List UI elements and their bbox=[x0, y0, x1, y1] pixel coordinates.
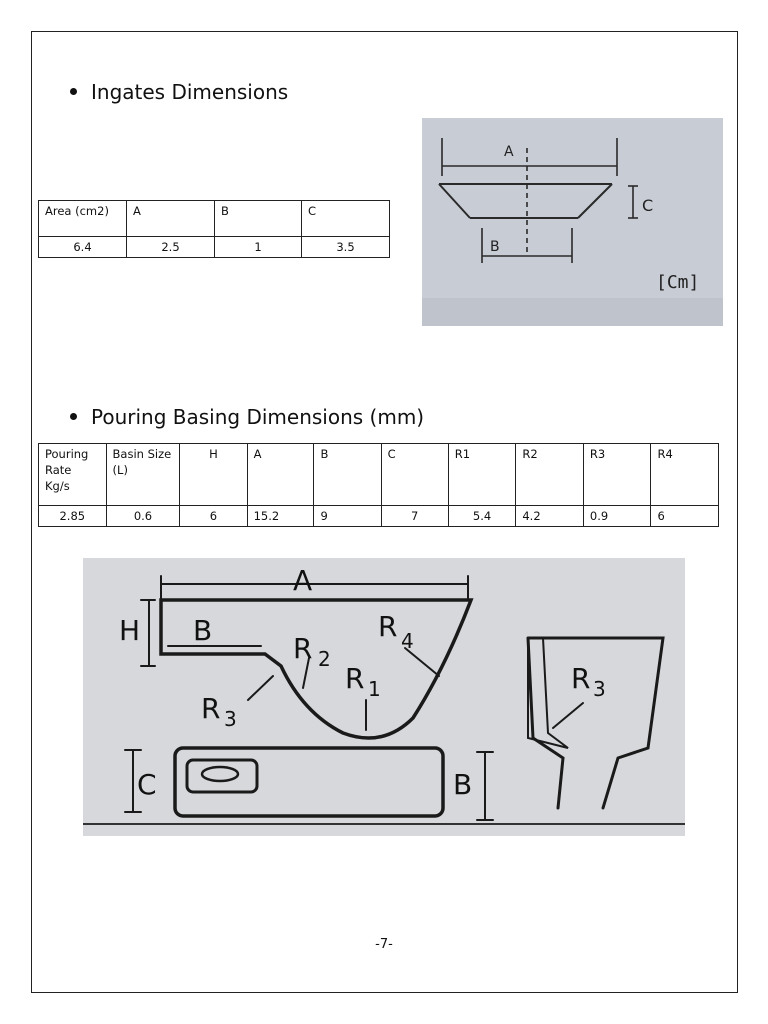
page-number: -7- bbox=[375, 937, 393, 952]
data-cell: 5.4 bbox=[448, 506, 516, 527]
data-cell: 15.2 bbox=[247, 506, 314, 527]
header-cell: R1 bbox=[448, 444, 516, 506]
header-cell: Basin Size (L) bbox=[106, 444, 180, 506]
label-b: B bbox=[490, 239, 500, 255]
label-unit: [Cm] bbox=[656, 272, 700, 293]
data-cell: 1 bbox=[215, 237, 302, 258]
label-b2: B bbox=[453, 768, 473, 801]
label-r4-sub: 4 bbox=[401, 629, 414, 653]
pouring-basin-table bbox=[38, 443, 719, 527]
data-cell: 6 bbox=[651, 506, 719, 527]
data-cell: 3.5 bbox=[302, 237, 390, 258]
ingates-table bbox=[38, 200, 390, 258]
label-r1: R bbox=[345, 662, 365, 695]
bullet-icon bbox=[70, 88, 77, 95]
header-cell: H bbox=[180, 444, 247, 506]
pouring-basin-diagram bbox=[83, 558, 685, 836]
label-h: H bbox=[119, 614, 141, 647]
header-cell: R4 bbox=[651, 444, 719, 506]
table-header-row bbox=[39, 201, 390, 237]
data-cell: 9 bbox=[314, 506, 381, 527]
data-cell: 2.5 bbox=[127, 237, 215, 258]
header-cell: C bbox=[381, 444, 448, 506]
header-cell: C bbox=[302, 201, 390, 237]
section-heading-pouring-basin bbox=[70, 405, 424, 429]
label-r3-section: R bbox=[571, 662, 591, 695]
section-title: Pouring Basing Dimensions (mm) bbox=[91, 405, 425, 429]
data-cell: 6.4 bbox=[39, 237, 127, 258]
label-a: A bbox=[293, 564, 313, 597]
table-header-row bbox=[39, 444, 719, 506]
header-cell: R2 bbox=[516, 444, 584, 506]
bullet-icon bbox=[70, 413, 77, 420]
header-cell: Pouring Rate Kg/s bbox=[39, 444, 107, 506]
data-cell: 6 bbox=[180, 506, 247, 527]
label-b: B bbox=[193, 614, 213, 647]
table-row bbox=[39, 506, 719, 527]
section-title: Ingates Dimensions bbox=[91, 80, 289, 104]
data-cell: 2.85 bbox=[39, 506, 107, 527]
header-cell: Area (cm2) bbox=[39, 201, 127, 237]
label-r3: R bbox=[201, 692, 221, 725]
ingate-diagram-photo bbox=[422, 118, 723, 326]
label-c: C bbox=[137, 768, 157, 801]
label-c: C bbox=[642, 196, 654, 215]
section-heading-ingates bbox=[70, 80, 288, 104]
header-cell: A bbox=[127, 201, 215, 237]
header-cell: A bbox=[247, 444, 314, 506]
header-cell: R3 bbox=[583, 444, 651, 506]
pouring-basin-diagram-photo bbox=[83, 558, 685, 836]
label-r4: R bbox=[378, 610, 398, 643]
label-r2-sub: 2 bbox=[318, 647, 331, 671]
data-cell: 7 bbox=[381, 506, 448, 527]
label-r3-sub: 3 bbox=[224, 707, 237, 731]
header-cell: B bbox=[215, 201, 302, 237]
header-cell: B bbox=[314, 444, 381, 506]
label-r3-section-sub: 3 bbox=[593, 677, 606, 701]
label-r1-sub: 1 bbox=[368, 677, 381, 701]
label-r2: R bbox=[293, 632, 313, 665]
data-cell: 0.9 bbox=[583, 506, 651, 527]
data-cell: 0.6 bbox=[106, 506, 180, 527]
label-a: A bbox=[504, 144, 514, 160]
table-row bbox=[39, 237, 390, 258]
ingate-diagram bbox=[422, 118, 723, 326]
data-cell: 4.2 bbox=[516, 506, 584, 527]
